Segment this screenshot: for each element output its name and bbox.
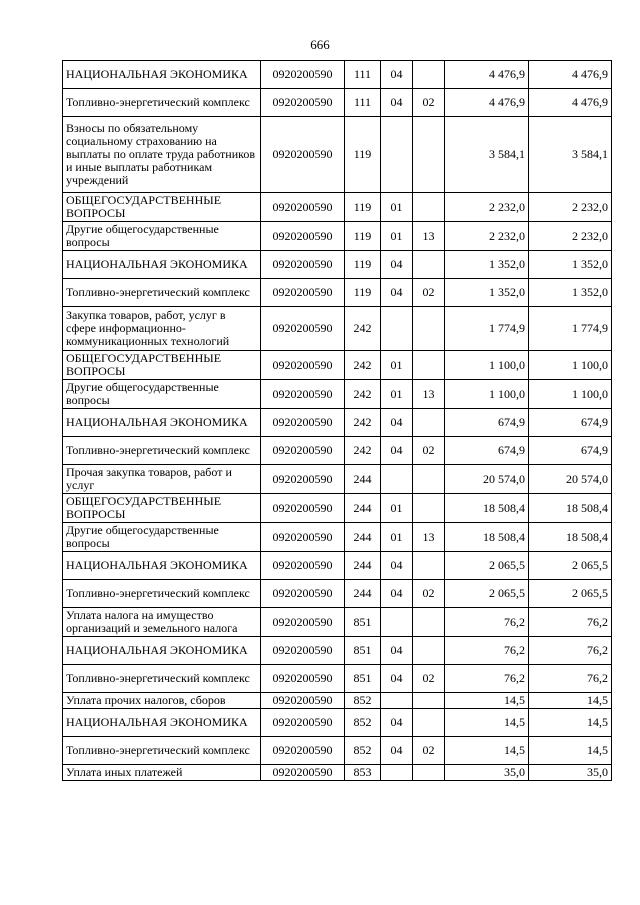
target-article-code-cell: 0920200590 [261, 351, 345, 380]
section-code-cell: 04 [381, 580, 413, 608]
expense-type-code-cell: 119 [345, 279, 381, 307]
amount-first-cell: 76,2 [445, 608, 529, 637]
target-article-code-cell: 0920200590 [261, 523, 345, 552]
expense-type-code-cell: 242 [345, 307, 381, 351]
table-row [63, 307, 612, 351]
table-row [63, 437, 612, 465]
amount-first-cell: 1 100,0 [445, 351, 529, 380]
expense-type-code-cell: 851 [345, 608, 381, 637]
amount-second-cell: 1 352,0 [529, 279, 612, 307]
amount-first-cell: 3 584,1 [445, 117, 529, 193]
amount-second-cell: 1 100,0 [529, 351, 612, 380]
table-row [63, 380, 612, 409]
item-name-cell: НАЦИОНАЛЬНАЯ ЭКОНОМИКА [63, 709, 261, 737]
section-code-cell [381, 608, 413, 637]
amount-first-cell: 1 774,9 [445, 307, 529, 351]
amount-first-cell: 14,5 [445, 693, 529, 709]
expense-type-code-cell: 119 [345, 117, 381, 193]
table-row [63, 709, 612, 737]
amount-second-cell: 35,0 [529, 765, 612, 781]
expense-type-code-cell: 242 [345, 351, 381, 380]
section-code-cell [381, 765, 413, 781]
amount-second-cell: 14,5 [529, 737, 612, 765]
subsection-code-cell [413, 61, 445, 89]
amount-first-cell: 4 476,9 [445, 61, 529, 89]
item-name-cell: Топливно-энергетический комплекс [63, 737, 261, 765]
item-name-cell: Топливно-энергетический комплекс [63, 437, 261, 465]
subsection-code-cell: 13 [413, 380, 445, 409]
subsection-code-cell: 02 [413, 580, 445, 608]
amount-first-cell: 2 232,0 [445, 222, 529, 251]
subsection-code-cell: 13 [413, 222, 445, 251]
amount-second-cell: 1 100,0 [529, 380, 612, 409]
table-row [63, 351, 612, 380]
amount-second-cell: 4 476,9 [529, 89, 612, 117]
table-row [63, 523, 612, 552]
table-row [63, 608, 612, 637]
section-code-cell: 04 [381, 279, 413, 307]
amount-second-cell: 2 065,5 [529, 580, 612, 608]
amount-second-cell: 2 232,0 [529, 193, 612, 222]
expense-type-code-cell: 852 [345, 709, 381, 737]
expense-type-code-cell: 119 [345, 193, 381, 222]
subsection-code-cell [413, 307, 445, 351]
page-number: 666 [310, 37, 330, 52]
item-name-cell: Закупка товаров, работ, услуг в сфере информационно-коммуникационных технологий [63, 307, 261, 351]
amount-first-cell: 18 508,4 [445, 494, 529, 523]
section-code-cell: 01 [381, 193, 413, 222]
section-code-cell: 01 [381, 523, 413, 552]
expense-type-code-cell: 242 [345, 380, 381, 409]
budget-table [62, 60, 612, 781]
item-name-cell: ОБЩЕГОСУДАРСТВЕННЫЕ ВОПРОСЫ [63, 351, 261, 380]
amount-second-cell: 76,2 [529, 608, 612, 637]
expense-type-code-cell: 244 [345, 494, 381, 523]
subsection-code-cell [413, 709, 445, 737]
expense-type-code-cell: 244 [345, 580, 381, 608]
section-code-cell: 04 [381, 61, 413, 89]
table-row [63, 637, 612, 665]
section-code-cell: 04 [381, 409, 413, 437]
amount-second-cell: 2 232,0 [529, 222, 612, 251]
amount-first-cell: 2 232,0 [445, 193, 529, 222]
target-article-code-cell: 0920200590 [261, 380, 345, 409]
subsection-code-cell: 13 [413, 523, 445, 552]
amount-second-cell: 76,2 [529, 665, 612, 693]
target-article-code-cell: 0920200590 [261, 665, 345, 693]
subsection-code-cell [413, 494, 445, 523]
amount-first-cell: 1 100,0 [445, 380, 529, 409]
target-article-code-cell: 0920200590 [261, 637, 345, 665]
section-code-cell: 01 [381, 351, 413, 380]
amount-second-cell: 3 584,1 [529, 117, 612, 193]
item-name-cell: Топливно-энергетический комплекс [63, 89, 261, 117]
target-article-code-cell: 0920200590 [261, 89, 345, 117]
expense-type-code-cell: 852 [345, 737, 381, 765]
table-row [63, 737, 612, 765]
item-name-cell: Взносы по обязательному социальному страхованию на выплаты по оплате труда работников и иные выплаты работникам учреждений [63, 117, 261, 193]
section-code-cell [381, 117, 413, 193]
subsection-code-cell [413, 693, 445, 709]
section-code-cell [381, 693, 413, 709]
amount-second-cell: 4 476,9 [529, 61, 612, 89]
subsection-code-cell [413, 117, 445, 193]
table-row [63, 494, 612, 523]
section-code-cell [381, 465, 413, 494]
table-row [63, 693, 612, 709]
expense-type-code-cell: 111 [345, 61, 381, 89]
target-article-code-cell: 0920200590 [261, 709, 345, 737]
table-row [63, 89, 612, 117]
target-article-code-cell: 0920200590 [261, 193, 345, 222]
table-row [63, 279, 612, 307]
target-article-code-cell: 0920200590 [261, 765, 345, 781]
amount-first-cell: 14,5 [445, 737, 529, 765]
item-name-cell: НАЦИОНАЛЬНАЯ ЭКОНОМИКА [63, 552, 261, 580]
expense-type-code-cell: 119 [345, 222, 381, 251]
section-code-cell: 04 [381, 709, 413, 737]
target-article-code-cell: 0920200590 [261, 251, 345, 279]
item-name-cell: Другие общегосударственные вопросы [63, 523, 261, 552]
expense-type-code-cell: 852 [345, 693, 381, 709]
expense-type-code-cell: 242 [345, 409, 381, 437]
expense-type-code-cell: 111 [345, 89, 381, 117]
subsection-code-cell [413, 251, 445, 279]
expense-type-code-cell: 242 [345, 437, 381, 465]
subsection-code-cell: 02 [413, 437, 445, 465]
section-code-cell: 04 [381, 89, 413, 117]
subsection-code-cell [413, 765, 445, 781]
table-row [63, 409, 612, 437]
amount-second-cell: 18 508,4 [529, 494, 612, 523]
target-article-code-cell: 0920200590 [261, 608, 345, 637]
amount-first-cell: 674,9 [445, 409, 529, 437]
amount-second-cell: 14,5 [529, 709, 612, 737]
amount-first-cell: 1 352,0 [445, 251, 529, 279]
subsection-code-cell: 02 [413, 279, 445, 307]
target-article-code-cell: 0920200590 [261, 437, 345, 465]
subsection-code-cell: 02 [413, 89, 445, 117]
amount-second-cell: 1 352,0 [529, 251, 612, 279]
expense-type-code-cell: 851 [345, 637, 381, 665]
item-name-cell: ОБЩЕГОСУДАРСТВЕННЫЕ ВОПРОСЫ [63, 193, 261, 222]
section-code-cell: 01 [381, 380, 413, 409]
subsection-code-cell: 02 [413, 737, 445, 765]
item-name-cell: НАЦИОНАЛЬНАЯ ЭКОНОМИКА [63, 637, 261, 665]
target-article-code-cell: 0920200590 [261, 61, 345, 89]
target-article-code-cell: 0920200590 [261, 494, 345, 523]
target-article-code-cell: 0920200590 [261, 693, 345, 709]
amount-first-cell: 2 065,5 [445, 580, 529, 608]
subsection-code-cell [413, 465, 445, 494]
amount-second-cell: 674,9 [529, 409, 612, 437]
amount-second-cell: 18 508,4 [529, 523, 612, 552]
item-name-cell: НАЦИОНАЛЬНАЯ ЭКОНОМИКА [63, 409, 261, 437]
amount-first-cell: 20 574,0 [445, 465, 529, 494]
expense-type-code-cell: 244 [345, 465, 381, 494]
item-name-cell: Прочая закупка товаров, работ и услуг [63, 465, 261, 494]
target-article-code-cell: 0920200590 [261, 580, 345, 608]
amount-second-cell: 14,5 [529, 693, 612, 709]
item-name-cell: Топливно-энергетический комплекс [63, 580, 261, 608]
amount-first-cell: 35,0 [445, 765, 529, 781]
section-code-cell: 04 [381, 637, 413, 665]
amount-first-cell: 2 065,5 [445, 552, 529, 580]
table-row [63, 580, 612, 608]
section-code-cell: 04 [381, 665, 413, 693]
item-name-cell: Уплата прочих налогов, сборов [63, 693, 261, 709]
amount-first-cell: 1 352,0 [445, 279, 529, 307]
amount-second-cell: 674,9 [529, 437, 612, 465]
amount-first-cell: 18 508,4 [445, 523, 529, 552]
section-code-cell: 04 [381, 437, 413, 465]
subsection-code-cell [413, 637, 445, 665]
item-name-cell: НАЦИОНАЛЬНАЯ ЭКОНОМИКА [63, 61, 261, 89]
item-name-cell: Уплата иных платежей [63, 765, 261, 781]
amount-second-cell: 1 774,9 [529, 307, 612, 351]
target-article-code-cell: 0920200590 [261, 409, 345, 437]
target-article-code-cell: 0920200590 [261, 222, 345, 251]
amount-first-cell: 674,9 [445, 437, 529, 465]
item-name-cell: НАЦИОНАЛЬНАЯ ЭКОНОМИКА [63, 251, 261, 279]
amount-second-cell: 76,2 [529, 637, 612, 665]
table-row [63, 665, 612, 693]
expense-type-code-cell: 244 [345, 523, 381, 552]
subsection-code-cell [413, 351, 445, 380]
subsection-code-cell: 02 [413, 665, 445, 693]
target-article-code-cell: 0920200590 [261, 307, 345, 351]
table-row [63, 222, 612, 251]
item-name-cell: Другие общегосударственные вопросы [63, 222, 261, 251]
table-row [63, 552, 612, 580]
subsection-code-cell [413, 193, 445, 222]
target-article-code-cell: 0920200590 [261, 279, 345, 307]
target-article-code-cell: 0920200590 [261, 117, 345, 193]
section-code-cell: 01 [381, 222, 413, 251]
table-row [63, 251, 612, 279]
amount-second-cell: 20 574,0 [529, 465, 612, 494]
item-name-cell: Другие общегосударственные вопросы [63, 380, 261, 409]
subsection-code-cell [413, 608, 445, 637]
target-article-code-cell: 0920200590 [261, 552, 345, 580]
amount-first-cell: 76,2 [445, 665, 529, 693]
amount-first-cell: 4 476,9 [445, 89, 529, 117]
item-name-cell: Уплата налога на имущество организаций и земельного налога [63, 608, 261, 637]
section-code-cell: 04 [381, 552, 413, 580]
section-code-cell: 04 [381, 737, 413, 765]
table-row [63, 193, 612, 222]
table-body [63, 61, 612, 781]
item-name-cell: Топливно-энергетический комплекс [63, 665, 261, 693]
expense-type-code-cell: 853 [345, 765, 381, 781]
expense-type-code-cell: 244 [345, 552, 381, 580]
target-article-code-cell: 0920200590 [261, 465, 345, 494]
target-article-code-cell: 0920200590 [261, 737, 345, 765]
section-code-cell: 01 [381, 494, 413, 523]
expense-type-code-cell: 119 [345, 251, 381, 279]
item-name-cell: ОБЩЕГОСУДАРСТВЕННЫЕ ВОПРОСЫ [63, 494, 261, 523]
subsection-code-cell [413, 409, 445, 437]
subsection-code-cell [413, 552, 445, 580]
section-code-cell [381, 307, 413, 351]
table-row [63, 117, 612, 193]
table-row [63, 61, 612, 89]
amount-first-cell: 76,2 [445, 637, 529, 665]
amount-second-cell: 2 065,5 [529, 552, 612, 580]
section-code-cell: 04 [381, 251, 413, 279]
table-row [63, 765, 612, 781]
table-row [63, 465, 612, 494]
expense-type-code-cell: 851 [345, 665, 381, 693]
amount-first-cell: 14,5 [445, 709, 529, 737]
item-name-cell: Топливно-энергетический комплекс [63, 279, 261, 307]
